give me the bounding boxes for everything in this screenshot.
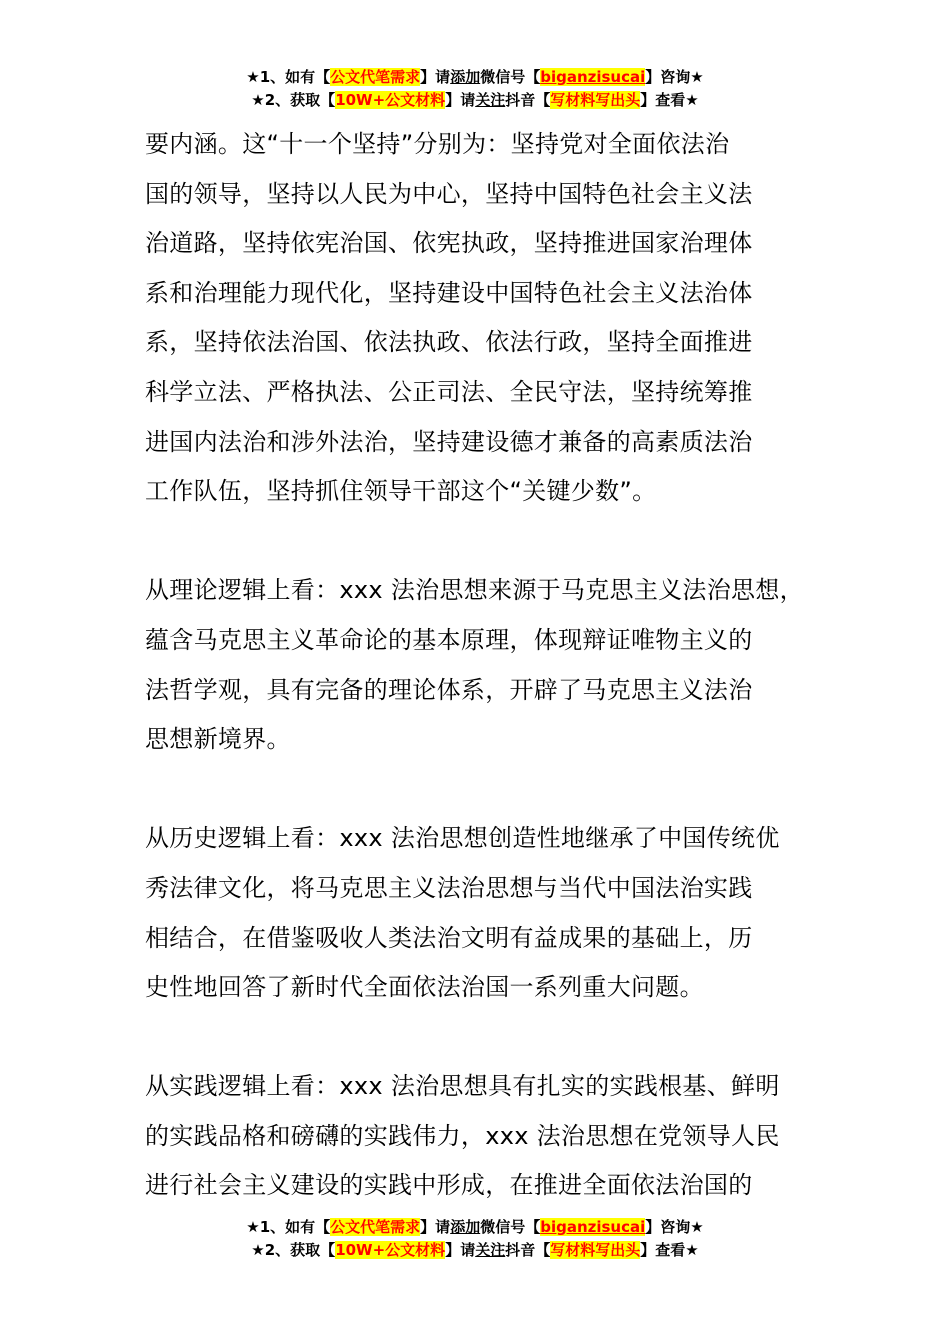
text-line: 史性地回答了新时代全面依法治国一系列重大问题。 xyxy=(145,973,704,1002)
banner-line-2 xyxy=(0,89,950,112)
banner-highlight: 公文代笔需求 xyxy=(330,68,421,86)
banner-text: ★1、如有【 xyxy=(246,1218,331,1236)
header-banner xyxy=(0,66,950,112)
banner-emphasis: 关注 xyxy=(475,1241,506,1259)
banner-wechat-id: biganzisucai xyxy=(540,1218,646,1236)
paragraph-1 xyxy=(145,120,835,517)
banner-text: 】查看★ xyxy=(640,91,699,109)
text-line: 系和治理能力现代化，坚持建设中国特色社会主义法治体 xyxy=(145,278,753,307)
text-line: 从历史逻辑上看：xxx 法治思想创造性地继承了中国传统优 xyxy=(145,824,780,853)
banner-text: 】查看★ xyxy=(640,1241,699,1259)
banner-text: 微信号【 xyxy=(480,68,541,86)
banner-text: 】咨询★ xyxy=(645,68,704,86)
paragraph-4 xyxy=(145,1062,835,1211)
text-line: 思想新境界。 xyxy=(145,725,291,754)
banner-douyin-id: 写材料写出头 xyxy=(550,1241,641,1259)
text-line: 国的领导，坚持以人民为中心，坚持中国特色社会主义法 xyxy=(145,179,753,208)
text-line: 相结合，在借鉴吸收人类法治文明有益成果的基础上，历 xyxy=(145,923,753,952)
text-line: 从实践逻辑上看：xxx 法治思想具有扎实的实践根基、鲜明 xyxy=(145,1072,780,1101)
banner-douyin-id: 写材料写出头 xyxy=(550,91,641,109)
banner-line-2 xyxy=(0,1239,950,1262)
text-line: 工作队伍，坚持抓住领导干部这个“关键少数”。 xyxy=(145,477,657,506)
text-line: 的实践品格和磅礴的实践伟力，xxx 法治思想在党领导人民 xyxy=(145,1121,780,1150)
banner-highlight: 公文代笔需求 xyxy=(330,1218,421,1236)
text-line: 从理论逻辑上看：xxx 法治思想来源于马克思主义法治思想， xyxy=(145,576,804,605)
banner-highlight: 10W+公文材料 xyxy=(335,1241,446,1259)
footer-banner xyxy=(0,1216,950,1262)
banner-highlight: 10W+公文材料 xyxy=(335,91,446,109)
text-line: 蕴含马克思主义革命论的基本原理，体现辩证唯物主义的 xyxy=(145,625,753,654)
banner-text: 】请 xyxy=(420,1218,451,1236)
banner-text: 抖音【 xyxy=(505,91,551,109)
text-line: 要内涵。这“十一个坚持”分别为：坚持党对全面依法治 xyxy=(145,130,730,158)
document-body xyxy=(145,120,835,1261)
banner-text: 抖音【 xyxy=(505,1241,551,1259)
banner-emphasis: 添加 xyxy=(450,1218,481,1236)
text-line: 法哲学观，具有完备的理论体系，开辟了马克思主义法治 xyxy=(145,675,753,704)
text-line: 系，坚持依法治国、依法执政、依法行政，坚持全面推进 xyxy=(145,328,753,357)
banner-text: 】请 xyxy=(445,1241,476,1259)
paragraph-2 xyxy=(145,566,835,764)
text-line: 进行社会主义建设的实践中形成，在推进全面依法治国的 xyxy=(145,1171,753,1200)
banner-text: ★2、获取【 xyxy=(251,1241,336,1259)
banner-text: 】请 xyxy=(445,91,476,109)
banner-emphasis: 关注 xyxy=(475,91,506,109)
text-line: 科学立法、严格执法、公正司法、全民守法，坚持统筹推 xyxy=(145,377,753,406)
banner-emphasis: 添加 xyxy=(450,68,481,86)
banner-text: 】请 xyxy=(420,68,451,86)
banner-line-1 xyxy=(0,66,950,89)
text-line: 进国内法治和涉外法治，坚持建设德才兼备的高素质法治 xyxy=(145,427,753,456)
text-line: 秀法律文化，将马克思主义法治思想与当代中国法治实践 xyxy=(145,873,753,902)
banner-text: 】咨询★ xyxy=(645,1218,704,1236)
banner-text: ★2、获取【 xyxy=(251,91,336,109)
banner-text: ★1、如有【 xyxy=(246,68,331,86)
text-line: 治道路，坚持依宪治国、依宪执政，坚持推进国家治理体 xyxy=(145,229,753,258)
paragraph-3 xyxy=(145,814,835,1012)
banner-line-1 xyxy=(0,1216,950,1239)
banner-wechat-id: biganzisucai xyxy=(540,68,646,86)
banner-text: 微信号【 xyxy=(480,1218,541,1236)
